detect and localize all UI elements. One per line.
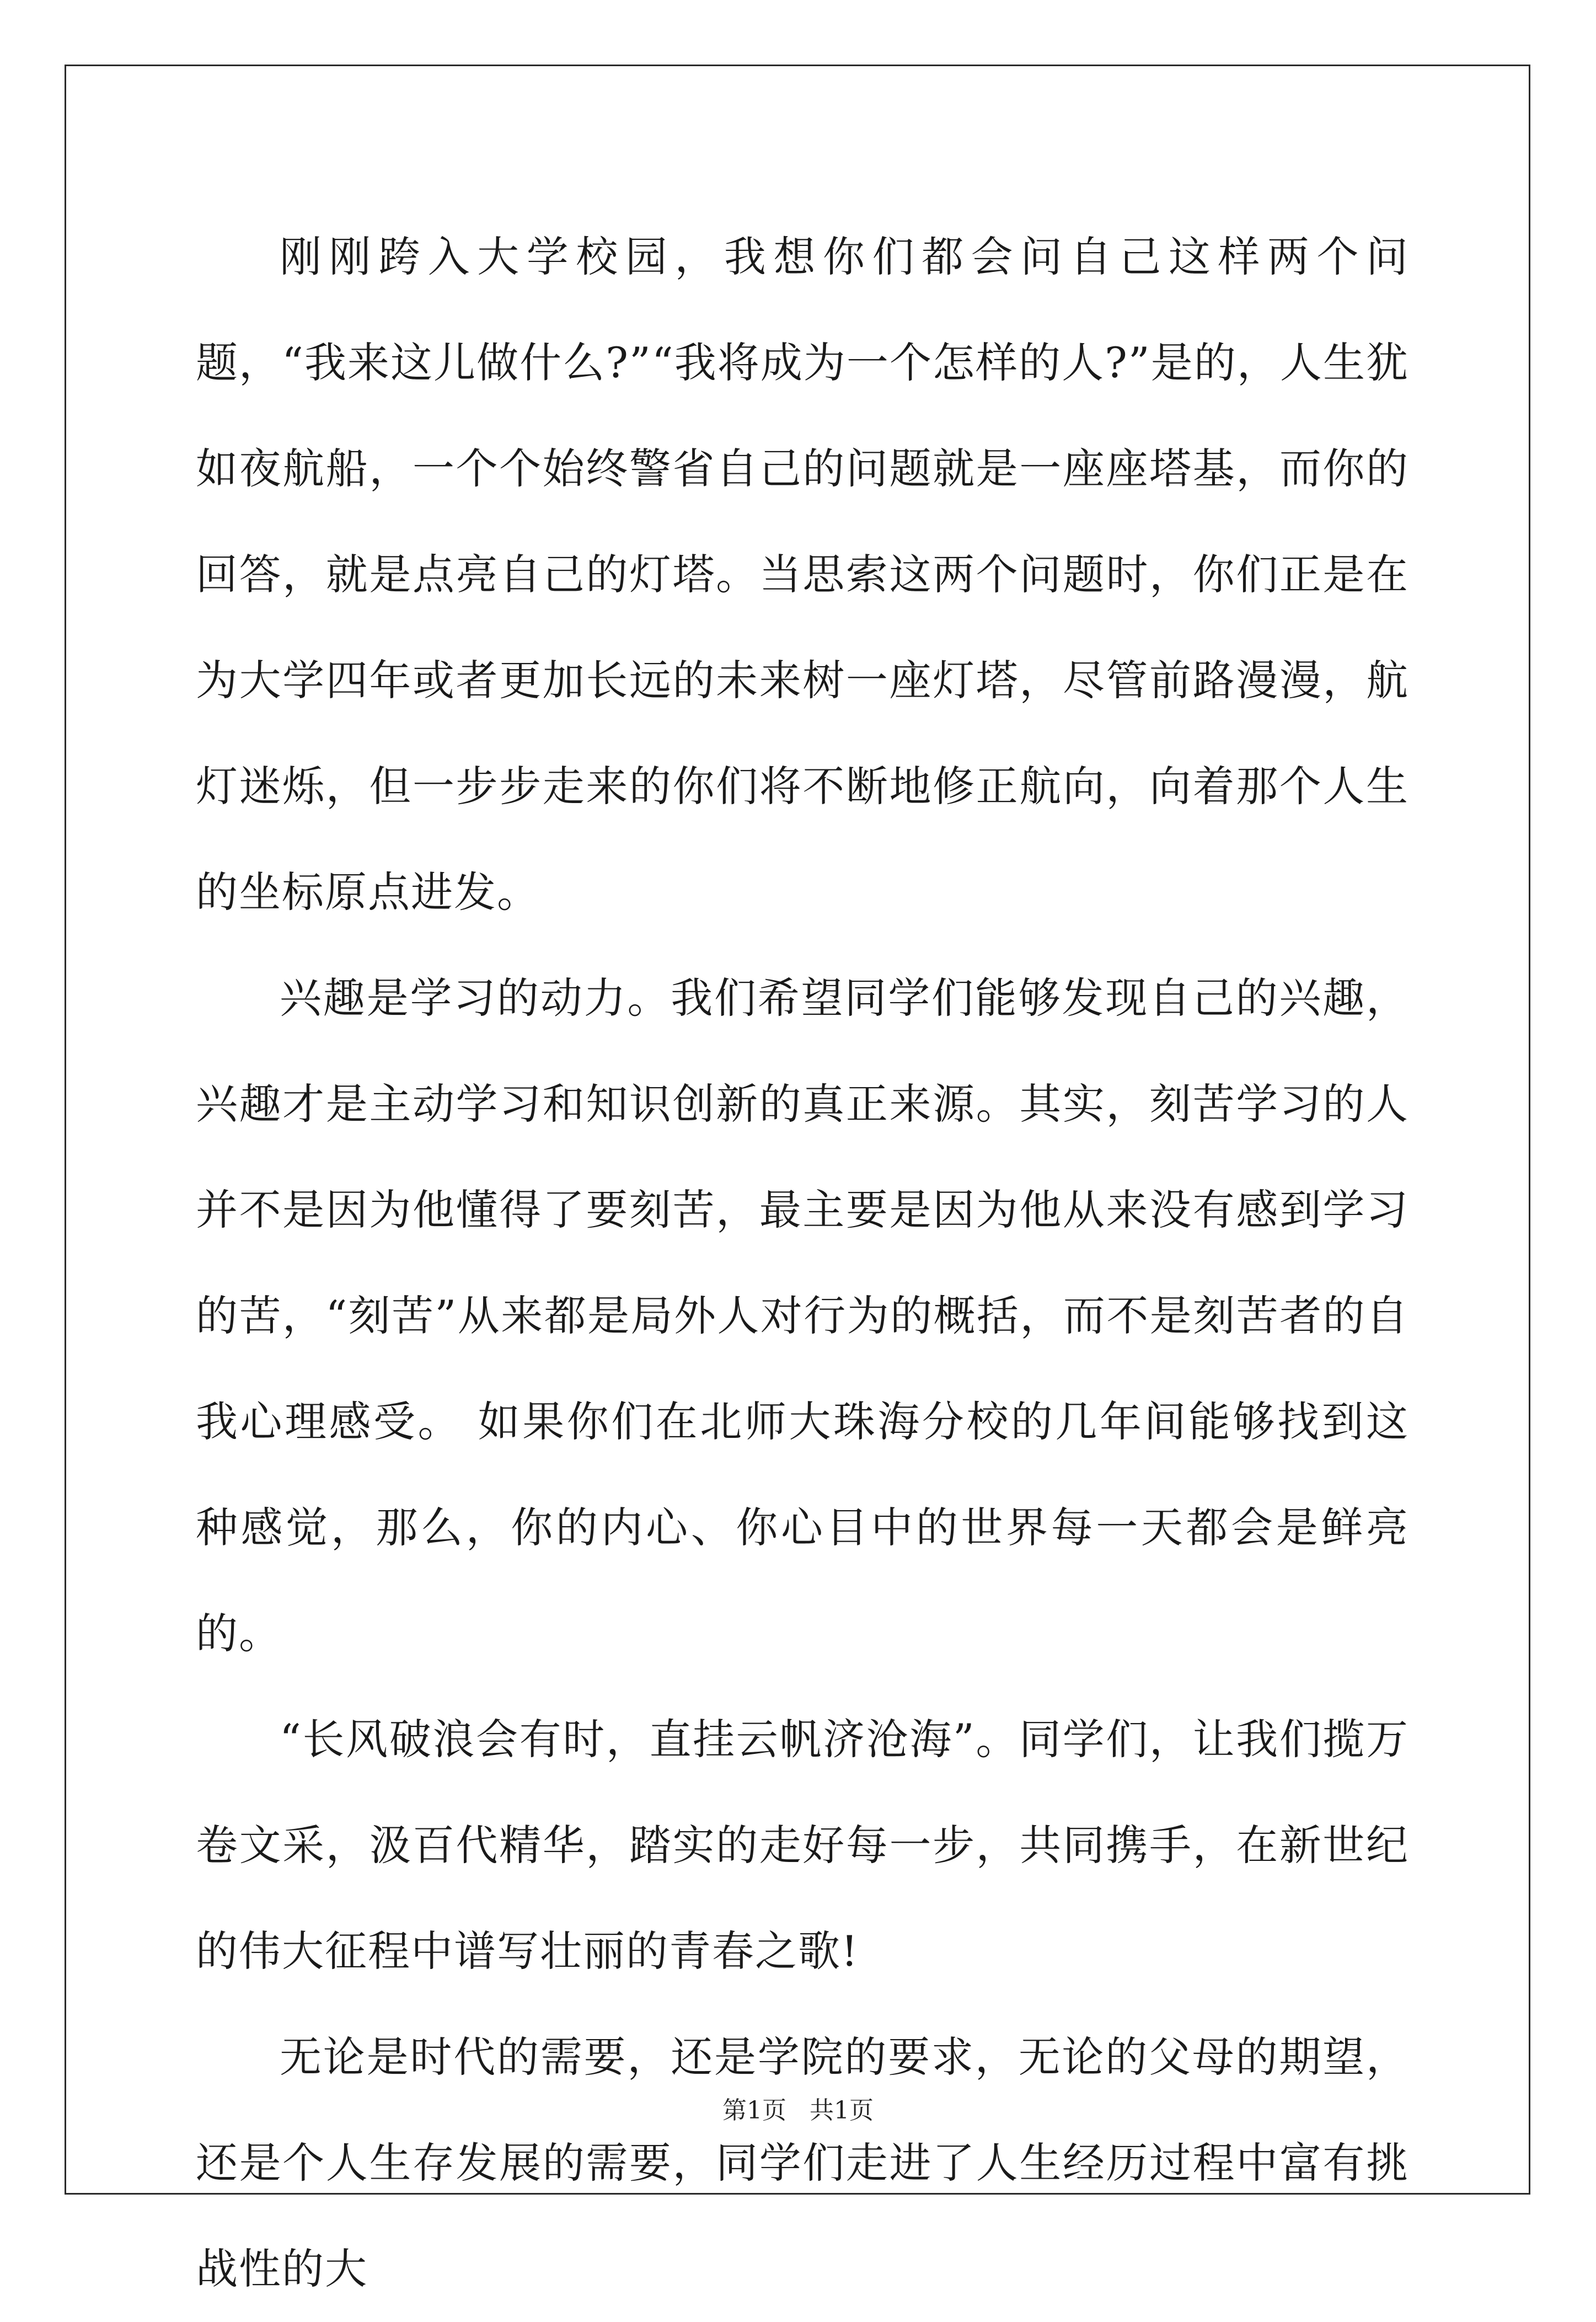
- paragraph-1: 刚刚跨入大学校园，我想你们都会问自己这样两个问题，“我来这儿做什么?”“我将成为一个怎样的人?”是的，人生犹如夜航船，一个个始终警省自己的问题就是一座座塔基，而你的回答，就是点亮自己的灯塔。当思索这两个问题时，你们正是在为大学四年或者更加长远的未来树一座灯塔，尽管前路漫漫，航灯迷烁，但一步步走来的你们将不断地修正航向，向着那个人生的坐标原点进发。: [196, 232, 1409, 917]
- paragraph-2: 兴趣是学习的动力。我们希望同学们能够发现自己的兴趣，兴趣才是主动学习和知识创新的真正来源。其实，刻苦学习的人并不是因为他懂得了要刻苦，最主要是因为他从来没有感到学习的苦，“刻苦”从来都是局外人对行为的概括，而不是刻苦者的自我心理感受。 如果你们在北师大珠海分校的几年间能够找到这种感觉，那么，你的内心、你心目中的世界每一天都会是鲜亮的。: [196, 973, 1409, 1658]
- document-body: [196, 204, 1409, 2322]
- paragraph-4: 无论是时代的需要，还是学院的要求，无论的父母的期望，还是个人生存发展的需要，同学们走进了人生经历过程中富有挑战性的大: [196, 2032, 1409, 2293]
- page-number-footer: 第1页 共1页: [722, 2096, 874, 2125]
- paragraph-3: “长风破浪会有时，直挂云帆济沧海”。同学们，让我们揽万卷文采，汲百代精华，踏实的走好每一步，共同携手，在新世纪的伟大征程中谱写壮丽的青春之歌!: [196, 1715, 1409, 1976]
